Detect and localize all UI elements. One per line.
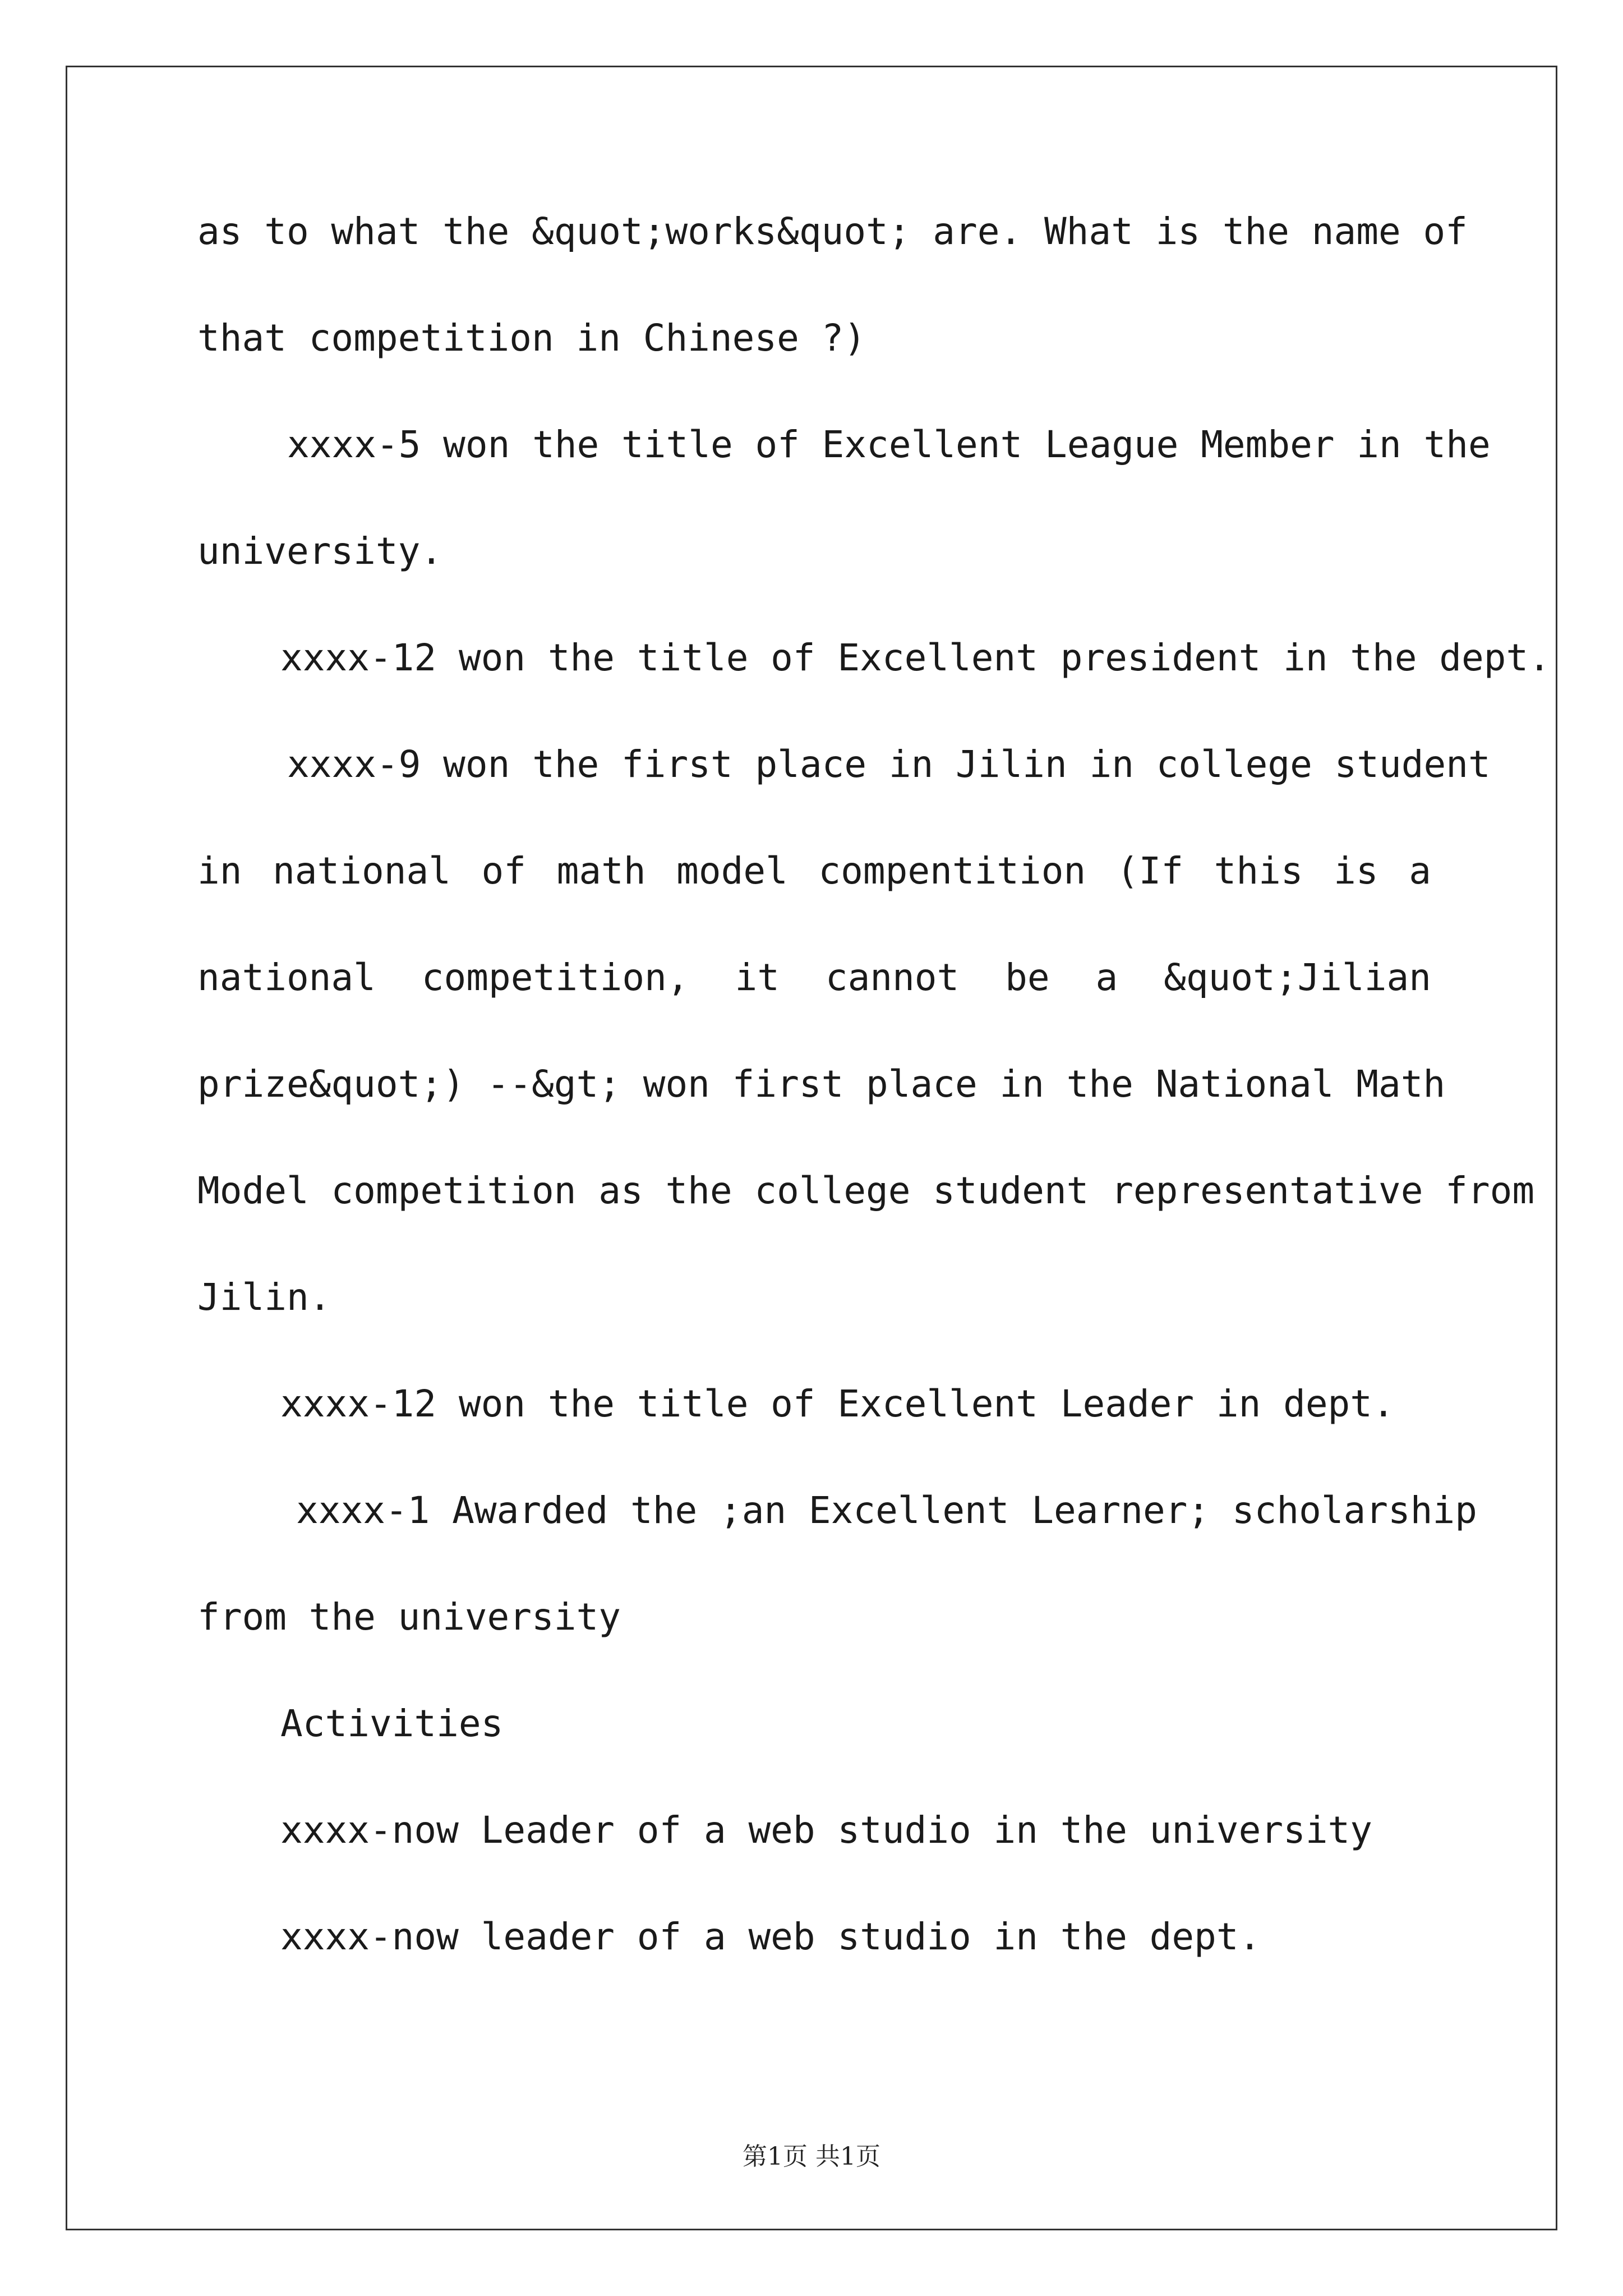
section-heading: Activities bbox=[280, 1702, 504, 1745]
text-line: xxxx-5 won the title of Excellent League Member in the bbox=[287, 423, 1491, 466]
text-line: Jilin. bbox=[197, 1276, 331, 1319]
text-line: xxxx-12 won the title of Excellent president in the dept. bbox=[280, 636, 1551, 679]
text-line: university. bbox=[197, 530, 443, 573]
page-footer: 第1页 共1页 bbox=[743, 2142, 880, 2171]
text-line: xxxx-12 won the title of Excellent Leader in dept. bbox=[280, 1382, 1395, 1425]
text-line: national competition, it cannot be a &quot;Jilian bbox=[197, 956, 1431, 999]
text-line: in national of math model compentition (If this is a bbox=[197, 849, 1431, 892]
text-line: that competition in Chinese ?) bbox=[197, 316, 866, 360]
text-line: xxxx-now leader of a web studio in the dept. bbox=[280, 1915, 1261, 1958]
text-line: xxxx-now Leader of a web studio in the university bbox=[280, 1809, 1373, 1852]
text-line: from the university bbox=[197, 1595, 621, 1639]
text-line: xxxx-9 won the first place in Jilin in college student bbox=[287, 743, 1491, 786]
text-line: as to what the &quot;works&quot; are. What is the name of bbox=[197, 210, 1468, 253]
text-line: xxxx-1 Awarded the ;an Excellent Learner; scholarship bbox=[296, 1489, 1477, 1532]
text-line: Model competition as the college student representative from bbox=[197, 1169, 1535, 1212]
text-line: prize&quot;) --&gt; won first place in the National Math bbox=[197, 1062, 1446, 1106]
page-border bbox=[66, 66, 1557, 2230]
